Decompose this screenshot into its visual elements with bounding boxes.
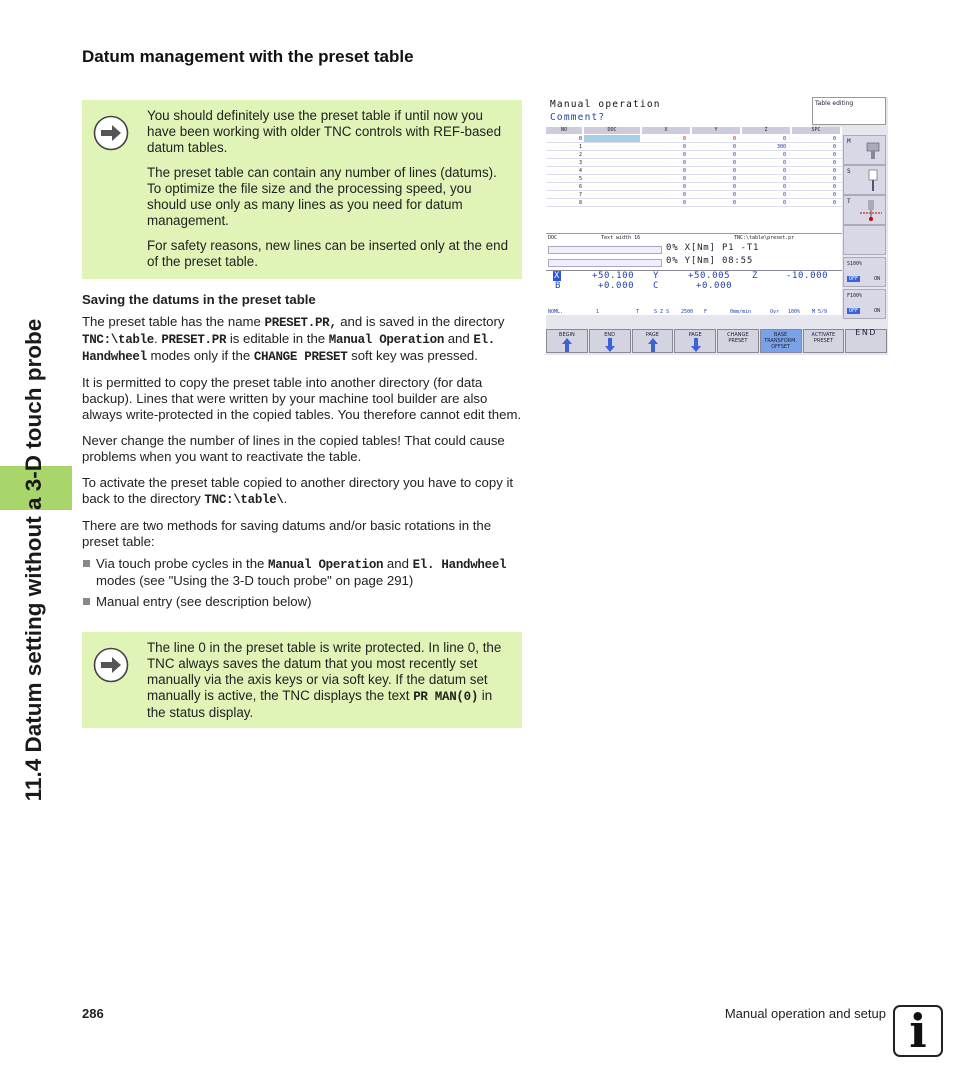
off-badge: OFF [849,308,859,314]
axis-b-label: B [555,281,562,291]
table-cell-no[interactable]: 1 [578,144,582,150]
chapter-title-vertical: 11.4 Datum setting without a 3-D touch probe [21,318,46,802]
softkey-page[interactable] [674,329,716,353]
softkey-page[interactable] [632,329,674,353]
text-run: modes only if the [146,348,254,363]
text-run: Via touch probe cycles in the [96,556,269,571]
on-label: ON [874,308,881,314]
axis-z-value: -10.000 [786,271,829,281]
table-cell[interactable]: 0 [732,184,736,190]
table-header-cell: DOC [584,127,640,134]
table-cell[interactable]: 0 [832,136,836,142]
table-cell[interactable]: 0 [832,152,836,158]
table-cell-no[interactable]: 8 [578,200,582,206]
table-cell[interactable]: 0 [832,144,836,150]
chapter-side-bar [0,0,72,1091]
bar-item: T [636,309,640,315]
side-softkey-s[interactable] [843,165,886,195]
text-run: soft key was pressed. [347,348,478,363]
status-path: TNC:\table\preset.pr [734,235,795,241]
code-run: TNC:\table\ [204,493,284,507]
table-cell[interactable]: 0 [782,168,786,174]
table-cell[interactable]: 0 [682,152,686,158]
softkey-label: PAGE [645,332,659,338]
axis-x-label: X [554,271,561,281]
axis-y-value: +50.005 [688,271,731,281]
paragraph-preset-name [82,314,524,365]
note2-paragraph [147,640,512,721]
table-header-cell: Z [742,127,790,134]
side-label: F100% [847,293,863,299]
side-label: S100% [847,261,863,267]
axis-y-label: Y [653,271,660,281]
position-display [546,270,842,315]
note1-paragraph-2: The preset table can contain any number of lines (datums). To optimize the file size and the processing speed, you should use only as many lines as you need for datum management. [147,165,497,228]
table-cell-no[interactable]: 7 [578,192,582,198]
section-heading: Datum management with the preset table [82,47,414,66]
bar-item: NOML. [548,309,564,315]
table-cell[interactable]: 0 [832,160,836,166]
table-cell[interactable]: 0 [732,176,736,182]
subsection-title: Saving the datums in the preset table [82,292,316,307]
bar-item: Ovr [770,309,780,315]
arrow-right-icon [93,647,129,683]
table-cell[interactable]: 0 [782,200,786,206]
text-run: and [444,331,474,346]
side-softkey-s-override[interactable] [843,257,886,287]
arrow-down-icon [605,338,615,352]
softkey-label: END [604,332,615,338]
table-cell[interactable]: 0 [732,160,736,166]
info-icon: i [893,1005,943,1057]
table-cell[interactable]: 0 [682,192,686,198]
code-run: El. Handwheel [82,333,495,364]
text-run: The preset table has the name [82,314,265,329]
note-box-1 [82,100,522,279]
arrow-up-icon [562,338,572,352]
table-cell[interactable]: 0 [832,176,836,182]
table-cell[interactable]: 0 [832,200,836,206]
tnc-program-mode: Table editing [812,97,886,125]
table-cell[interactable]: 0 [832,168,836,174]
table-header-cell: X [642,127,690,134]
side-label: S [847,168,851,175]
status-doc: DOC [548,235,558,241]
table-cell[interactable]: 0 [782,176,786,182]
table-cell-no[interactable]: 2 [578,152,582,158]
table-header-cell: Y [692,127,740,134]
note-box-2 [82,632,522,728]
bar-item: 2500 [681,309,694,315]
code-run: TNC:\table [82,333,155,347]
softkey-row [546,329,888,355]
side-label: M [847,138,851,145]
note1-paragraph-1: You should definitely use the preset table if until now you have been working with older TNC controls with REF-based datum tables. [147,108,502,155]
paragraph-warning: Never change the number of lines in the copied tables! That could cause problems when you want to reactivate the table. [82,433,505,464]
text-run: . [283,491,288,506]
code-run: Manual Operation [268,558,384,572]
text-run: . [154,331,162,346]
softkey-change-preset[interactable] [717,329,759,353]
code-run: El. Handwheel [412,558,507,572]
axis-c-value: +0.000 [696,281,733,291]
bar-item: M 5/9 [812,309,828,315]
note1-paragraph-3: For safety reasons, new lines can be inserted only at the end of the preset table. [147,238,509,269]
side-softkey-t[interactable] [843,195,886,225]
status-display [546,242,842,270]
table-cell[interactable]: 0 [732,168,736,174]
text-run: Manual entry (see description below) [96,594,312,609]
arrow-up-icon [648,338,658,352]
axis-x-value: +50.100 [592,271,635,281]
bullet-square-icon [83,560,90,567]
side-softkey-f-override[interactable] [843,289,886,319]
axis-c-label: C [653,281,660,291]
bullet-square-icon [83,598,90,605]
load-bar [548,259,662,267]
table-header-cell: NO [546,127,582,134]
text-run: is editable in the [226,331,329,346]
bar-item: 0mm/min [730,309,752,315]
off-badge: OFF [849,276,859,282]
load-bar [548,246,662,254]
table-cell[interactable]: 0 [732,136,736,142]
softkey-base-transform-offset[interactable] [760,329,802,353]
code-run: PR MAN(0) [413,690,479,704]
table-cell[interactable]: 300 [776,144,786,150]
arrow-right-icon [93,115,129,151]
table-cell[interactable]: 0 [832,192,836,198]
table-status-bar [546,233,842,242]
softkey-end[interactable] [845,329,887,353]
table-cell[interactable]: 0 [682,168,686,174]
table-cell[interactable]: 0 [682,144,686,150]
table-cell[interactable]: 0 [682,200,686,206]
axis-b-value: +0.000 [598,281,635,291]
table-cell[interactable]: 0 [682,136,686,142]
body-text [82,292,524,615]
text-run: and [383,556,413,571]
table-cell[interactable]: 0 [782,192,786,198]
table-cell[interactable]: 0 [682,160,686,166]
table-cell[interactable]: 0 [682,184,686,190]
bar-item: 1 [596,309,600,315]
table-cell-no[interactable]: 0 [578,136,582,142]
tool-icon [864,169,882,193]
code-run: CHANGE PRESET [253,350,348,364]
softkey-label: ACTIVATE PRESET [811,332,836,344]
table-cell-no[interactable]: 3 [578,160,582,166]
probe-icon [858,199,884,223]
bar-item: F [704,309,708,315]
status-text-width: Text width 16 [601,235,641,241]
paragraph-activate [82,475,524,508]
status-line-2: 0% Y[Nm] 08:55 [666,256,754,266]
softkey-activate-preset[interactable] [803,329,845,353]
text-run: modes (see "Using the 3-D touch probe" on page 291) [96,573,414,588]
table-cell[interactable]: 0 [782,152,786,158]
side-softkey-m[interactable] [843,135,886,165]
table-cell-no[interactable]: 4 [578,168,582,174]
paragraph-methods: There are two methods for saving datums and/or basic rotations in the preset table: [82,518,492,549]
softkey-label: BASE TRANSFORM. OFFSET [764,332,798,350]
table-cell[interactable]: 0 [782,184,786,190]
table-cell[interactable]: 0 [732,192,736,198]
softkey-label: PAGE [688,332,702,338]
side-label: T [847,198,851,205]
code-run: Manual Operation [328,333,445,347]
table-cell[interactable]: 0 [832,184,836,190]
list-item [82,594,524,610]
table-cell[interactable]: 0 [782,136,786,142]
axis-z-label: Z [752,271,759,281]
bar-item: 100% [788,309,801,315]
softkey-label: END [855,328,877,337]
table-cell[interactable]: 0 [732,152,736,158]
spindle-icon [864,141,882,161]
table-cell[interactable]: 0 [732,144,736,150]
footer-title: Manual operation and setup [724,1006,886,1021]
status-line-1: 0% X[Nm] P1 -T1 [666,243,760,253]
table-cell[interactable]: 0 [682,176,686,182]
table-cell[interactable]: 0 [732,200,736,206]
text-run: in the status display. [147,688,493,720]
bar-item: S Z S [654,309,670,315]
preset-table [546,127,842,233]
text-run: and is saved in the directory [336,314,505,329]
table-cell[interactable]: 0 [782,160,786,166]
softkey-begin[interactable] [546,329,588,353]
table-cell-no[interactable]: 5 [578,176,582,182]
table-cell-no[interactable]: 6 [578,184,582,190]
tnc-prompt: Comment? [550,112,606,123]
text-run: The line 0 in the preset table is write protected. In line 0, the TNC always saves the datum that you most recently set manually via the axis keys or via soft key. If the datum set manually is active, the TNC displays the text [147,640,502,703]
text-run: To activate the preset table copied to another directory you have to copy it back to the directory [82,475,514,506]
side-blank [843,225,886,255]
tnc-mode-title: Manual operation [550,99,661,110]
table-header-cell: SPC [792,127,840,134]
code-run: PRESET.PR [161,333,227,347]
code-run: PRESET.PR, [264,316,337,330]
list-item [82,556,524,589]
on-label: ON [874,276,881,282]
methods-list [82,556,524,610]
arrow-down-icon [691,338,701,352]
softkey-label: BEGIN [559,332,575,338]
tnc-screenshot [546,97,888,355]
tnc-header [546,97,812,127]
softkey-end[interactable] [589,329,631,353]
page-number: 286 [82,1006,104,1021]
softkey-label: CHANGE PRESET [727,332,749,344]
paragraph-copy: It is permitted to copy the preset table into another directory (for data backup). Lines that were written by your machine tool builder are also always write-protected in the copied tables. You therefore cannot edit them. [82,375,522,422]
